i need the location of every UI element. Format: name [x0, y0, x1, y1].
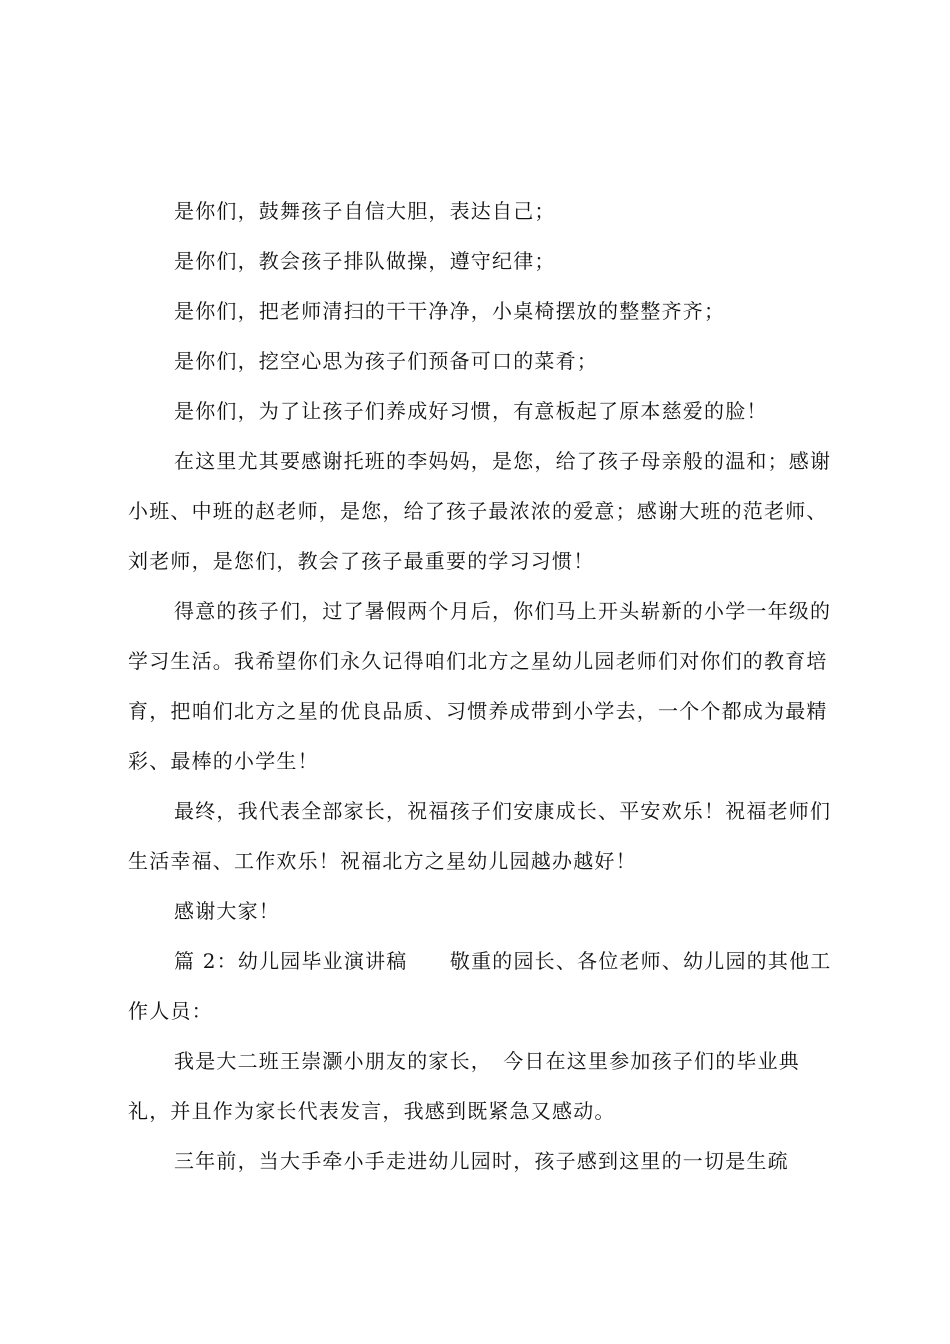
paragraph-3: 是你们，把老师清扫的干干净净，小桌椅摆放的整整齐齐；	[174, 299, 726, 323]
paragraph-5: 是你们，为了让孩子们养成好习惯，有意板起了原本慈爱的脸！	[174, 399, 768, 423]
paragraph-2: 是你们，教会孩子排队做操，遵守纪律；	[174, 249, 556, 273]
paragraph-10: 篇 2：幼儿园毕业演讲稿 敬重的园长、各位老师、幼儿园的其他工作人员：	[128, 949, 832, 1023]
paragraph-11: 我是大二班王崇灏小朋友的家长， 今日在这里参加孩子们的毕业典礼，并且作为家长代表发言，我感到既紧急又感动。	[128, 1049, 800, 1123]
paragraph-6: 在这里尤其要感谢托班的李妈妈，是您，给了孩子母亲般的温和；感谢小班、中班的赵老师，是您，给了孩子最浓浓的爱意；感谢大班的范老师、刘老师，是您们，教会了孩子最重要的学习习惯！	[128, 449, 832, 573]
paragraph-8: 最终，我代表全部家长，祝福孩子们安康成长、平安欢乐！祝福老师们生活幸福、工作欢乐！祝福北方之星幼儿园越办越好！	[128, 799, 832, 873]
paragraph-7: 得意的孩子们，过了暑假两个月后，你们马上开头崭新的小学一年级的学习生活。我希望你们永久记得咱们北方之星幼儿园老师们对你们的教育培育，把咱们北方之星的优良品质、习惯养成带到小学去，一个个都成为最精彩、最棒的小学生！	[128, 599, 832, 773]
paragraph-4: 是你们，挖空心思为孩子们预备可口的菜肴；	[174, 349, 598, 373]
paragraph-1: 是你们，鼓舞孩子自信大胆，表达自己；	[174, 199, 556, 223]
document-body	[128, 186, 832, 1186]
paragraph-12: 三年前，当大手牵小手走进幼儿园时，孩子感到这里的一切是生疏	[174, 1149, 789, 1173]
paragraph-9: 感谢大家！	[174, 899, 280, 923]
